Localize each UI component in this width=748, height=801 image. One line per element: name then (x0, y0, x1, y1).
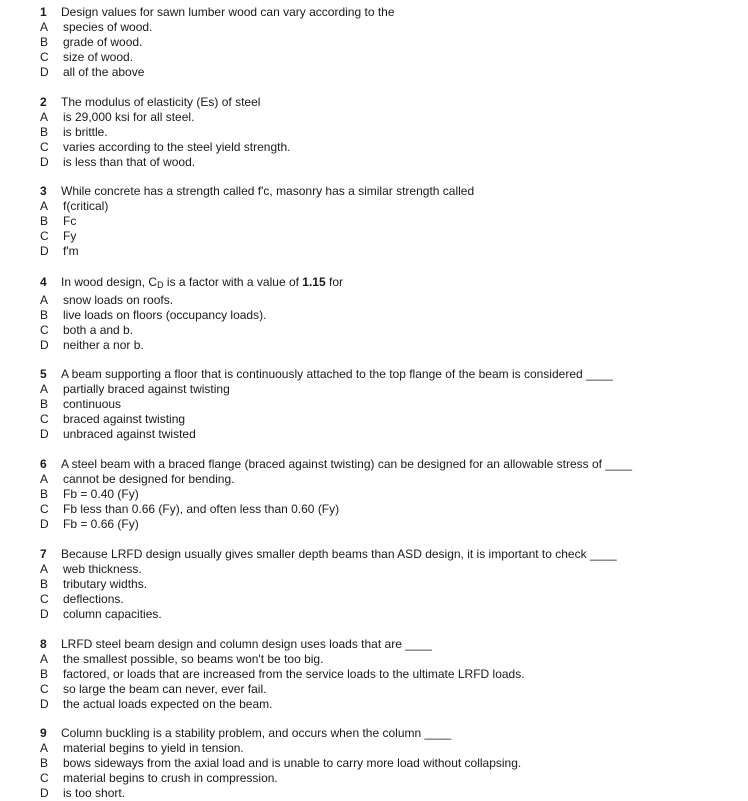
option-text: Fb = 0.66 (Fy) (63, 517, 139, 531)
option-letter: B (40, 577, 49, 591)
option-letter: C (40, 412, 49, 426)
option-text: Fc (63, 214, 77, 228)
option-text: continuous (63, 397, 122, 411)
question-stem: LRFD steel beam design and column design uses loads that are ____ (61, 637, 432, 651)
option-letter: D (40, 155, 49, 169)
question-number: 5 (40, 367, 47, 381)
option-text: species of wood. (63, 20, 153, 34)
option-text: f'm (63, 244, 79, 258)
option-text: snow loads on roofs. (63, 293, 174, 307)
option-letter: B (40, 125, 49, 139)
option-text: Fb less than 0.66 (Fy), and often less than 0.60 (Fy) (63, 502, 340, 516)
option-text: is brittle. (63, 125, 108, 139)
option-letter: B (40, 214, 49, 228)
option-letter: B (40, 756, 49, 770)
option-letter: D (40, 697, 49, 711)
question-stem: The modulus of elasticity (Es) of steel (61, 95, 261, 109)
question-number: 2 (40, 95, 47, 109)
option-text: the actual loads expected on the beam. (63, 697, 273, 711)
option-text: is 29,000 ksi for all steel. (63, 110, 195, 124)
option-letter: D (40, 65, 49, 79)
option-letter: C (40, 682, 49, 696)
option-text: neither a nor b. (63, 338, 144, 352)
option-text: all of the above (63, 65, 145, 79)
option-text: varies according to the steel yield strength. (63, 140, 291, 154)
option-text: is too short. (63, 786, 126, 800)
question-stem: Because LRFD design usually gives smaller depth beams than ASD design, it is important to check ____ (61, 547, 617, 561)
stem-bold-value: 1.15 (302, 275, 326, 289)
option-letter: A (40, 652, 49, 666)
option-text: the smallest possible, so beams won't be too big. (63, 652, 324, 666)
question-stem: Design values for sawn lumber wood can vary according to the (61, 5, 395, 19)
option-letter: C (40, 592, 49, 606)
option-letter: D (40, 517, 49, 531)
question-number: 6 (40, 457, 47, 471)
option-text: f(critical) (63, 199, 109, 213)
option-letter: C (40, 502, 49, 516)
stem-subscript: D (157, 280, 164, 290)
option-letter: A (40, 382, 49, 396)
option-text: so large the beam can never, ever fail. (63, 682, 267, 696)
option-text: both a and b. (63, 323, 134, 337)
option-text: unbraced against twisted (63, 427, 196, 441)
option-text: partially braced against twisting (63, 382, 230, 396)
option-text: bows sideways from the axial load and is unable to carry more load without collapsing. (63, 756, 522, 770)
option-letter: A (40, 472, 49, 486)
option-letter: A (40, 110, 49, 124)
option-text: size of wood. (63, 50, 134, 64)
option-text: Fy (63, 229, 77, 243)
option-text: is less than that of wood. (63, 155, 196, 169)
option-text: grade of wood. (63, 35, 143, 49)
option-letter: D (40, 427, 49, 441)
option-text: tributary widths. (63, 577, 148, 591)
option-text: column capacities. (63, 607, 162, 621)
question-stem: While concrete has a strength called f'c, masonry has a similar strength called (61, 184, 475, 198)
question-number: 1 (40, 5, 47, 19)
question-number: 4 (40, 275, 47, 289)
option-text: web thickness. (63, 562, 142, 576)
option-text: factored, or loads that are increased from the service loads to the ultimate LRFD loads. (63, 667, 525, 681)
option-letter: D (40, 338, 49, 352)
question-stem: A steel beam with a braced flange (braced against twisting) can be designed for an allowable stress of ____ (61, 457, 633, 471)
option-text: live loads on floors (occupancy loads). (63, 308, 267, 322)
option-letter: A (40, 741, 49, 755)
question-number: 8 (40, 637, 47, 651)
option-letter: A (40, 199, 49, 213)
option-text: deflections. (63, 592, 124, 606)
option-letter: D (40, 786, 49, 800)
option-text: material begins to yield in tension. (63, 741, 244, 755)
question-stem (61, 275, 343, 290)
option-text: cannot be designed for bending. (63, 472, 235, 486)
stem-text: is a factor with a value of (163, 275, 303, 289)
option-letter: C (40, 229, 49, 243)
option-text: braced against twisting (63, 412, 186, 426)
question-stem: Column buckling is a stability problem, and occurs when the column ____ (61, 726, 452, 740)
stem-text: In wood design, C (61, 275, 158, 289)
option-letter: C (40, 140, 49, 154)
option-letter: D (40, 607, 49, 621)
question-number: 3 (40, 184, 47, 198)
option-letter: A (40, 293, 49, 307)
option-letter: A (40, 562, 49, 576)
question-number: 7 (40, 547, 47, 561)
question-number: 9 (40, 726, 47, 740)
option-text: material begins to crush in compression. (63, 771, 278, 785)
option-letter: B (40, 308, 49, 322)
option-letter: C (40, 323, 49, 337)
option-letter: A (40, 20, 49, 34)
option-text: Fb = 0.40 (Fy) (63, 487, 139, 501)
option-letter: C (40, 50, 49, 64)
option-letter: C (40, 771, 49, 785)
option-letter: B (40, 397, 49, 411)
option-letter: B (40, 35, 49, 49)
option-letter: D (40, 244, 49, 258)
stem-text: for (325, 275, 343, 289)
option-letter: B (40, 487, 49, 501)
option-letter: B (40, 667, 49, 681)
question-stem: A beam supporting a floor that is continuously attached to the top flange of the beam is considered ____ (61, 367, 613, 381)
